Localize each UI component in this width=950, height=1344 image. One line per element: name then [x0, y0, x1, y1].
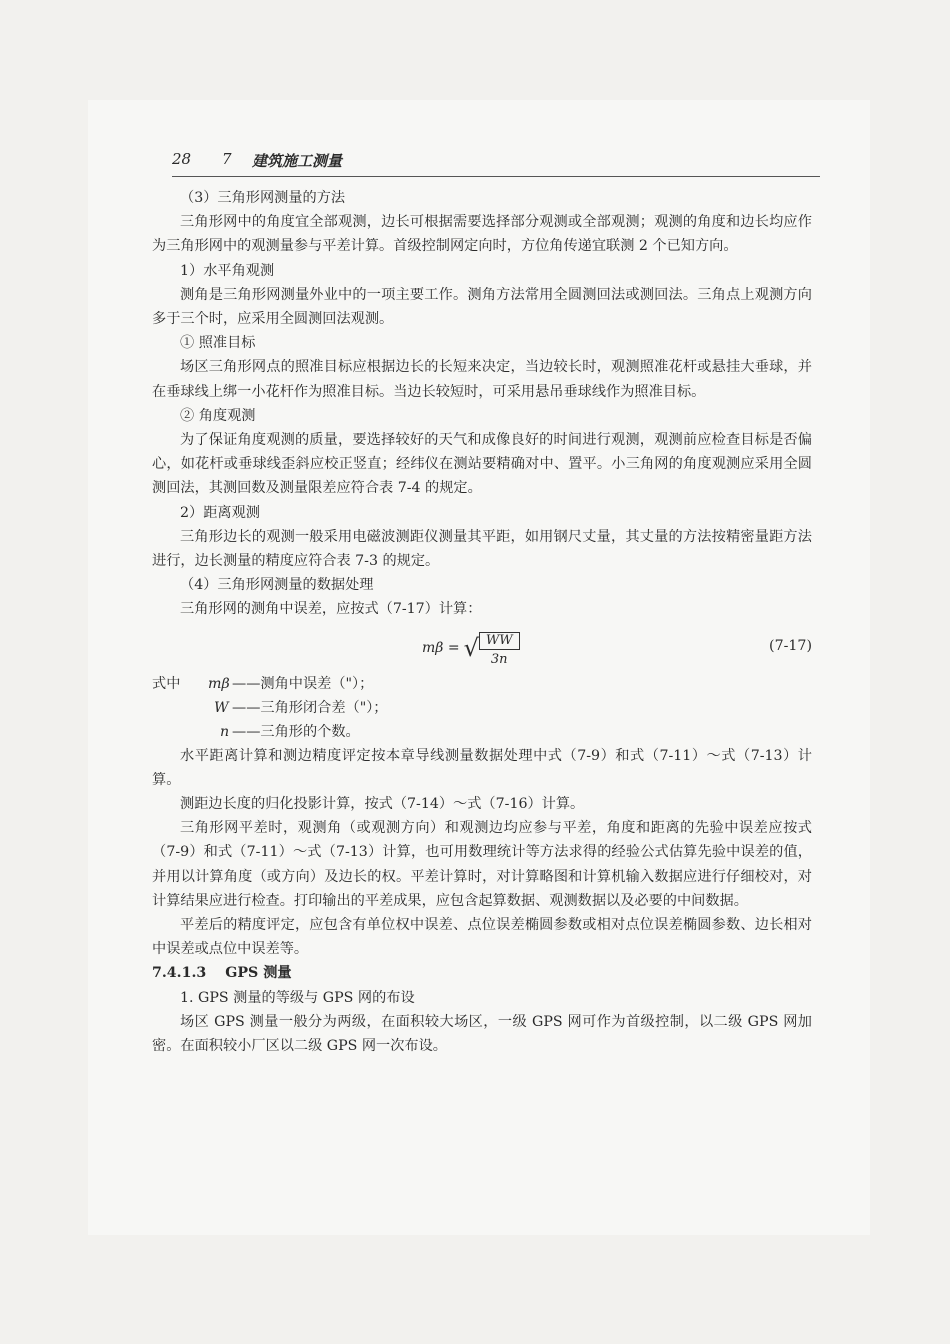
symbol: n: [220, 723, 230, 740]
running-header: [172, 146, 820, 177]
where-line-2: [152, 696, 812, 720]
section-heading: （3）三角形网测量的方法: [180, 190, 346, 206]
subheading: 2）距离观测: [180, 504, 260, 521]
section-heading: （4）三角形网测量的数据处理: [180, 577, 374, 594]
paragraph: 三角形网中的角度宜全部观测，边长可根据需要选择部分观测或全部观测；观测的角度和边长均应作为三角形网中的观测量参与平差计算。首级控制网定向时，方位角传递宜联测 2 个已知方向。: [152, 214, 812, 255]
symbol-description: ——三角形的个数。: [232, 723, 360, 740]
symbol-description: ——三角形闭合差（"）；: [232, 699, 388, 716]
symbol-description: ——测角中误差（"）；: [232, 675, 374, 692]
subsection-number: 7.4.1.3: [152, 965, 207, 982]
formula-lhs: mβ =: [422, 639, 460, 656]
formula-7-17: [152, 624, 812, 670]
paragraph: 测角是三角形网测量外业中的一项主要工作。测角方法常用全圆测回法或测回法。三角点上观测方向多于三个时，应采用全圆测回法观测。: [152, 286, 812, 328]
paragraph: 场区三角形网点的照准目标应根据边长的长短来决定，当边较长时，观测照准花杆或悬挂大垂球，并在垂球线上绑一小花杆作为照准目标。当边长较短时，可采用悬吊垂球线作为照准目标。: [152, 359, 812, 400]
subsection-heading: [152, 961, 812, 985]
where-line-3: [152, 720, 812, 744]
equation-number: (7-17): [769, 637, 812, 654]
subheading: ① 照准目标: [180, 335, 256, 352]
formula-fraction: [479, 632, 520, 668]
where-line-1: [152, 672, 812, 696]
paragraph: 场区 GPS 测量一般分为两级，在面积较大场区，一级 GPS 网可作为首级控制，以二级 GPS 网加密。在面积较小厂区以二级 GPS 网一次布设。: [152, 1013, 812, 1055]
page-content: [152, 186, 812, 1058]
page-number: 28: [172, 150, 192, 168]
sqrt-symbol: √: [463, 633, 479, 662]
paragraph: 为了保证角度观测的质量，要选择较好的天气和成像良好的时间进行观测，观测前应检查目标是否偏心，如花杆或垂球线歪斜应校正竖直；经纬仪在测站要精确对中、置平。小三角网的角度观测应采用全圆测回法，其测回数及测量限差应符合表 7-4 的规定。: [152, 432, 812, 497]
paragraph: 三角形边长的观测一般采用电磁波测距仪测量其平距，如用钢尺丈量，其丈量的方法按精密量距方法进行，边长测量的精度应符合表 7-3 的规定。: [152, 528, 812, 570]
symbol: W: [214, 699, 229, 716]
chapter-number: 7: [222, 150, 232, 168]
subheading: 1）水平角观测: [180, 262, 275, 279]
subheading: 1. GPS 测量的等级与 GPS 网的布设: [180, 989, 415, 1006]
chapter-title: 建筑施工测量: [252, 152, 343, 170]
paragraph: 水平距离计算和测边精度评定按本章导线测量数据处理中式（7-9）和式（7-11）～式（7-13）计算。: [152, 747, 812, 788]
paragraph: 三角形网的测角中误差，应按式（7-17）计算：: [180, 601, 482, 618]
subsection-title: GPS 测量: [225, 965, 292, 982]
formula-denominator: 3n: [490, 651, 508, 667]
formula-numerator: WW: [479, 633, 520, 650]
paragraph: 测距边长度的归化投影计算，按式（7-14）～式（7-16）计算。: [180, 796, 585, 813]
where-label: 式中: [152, 675, 181, 692]
paragraph: 三角形网平差时，观测角（或观测方向）和观测边均应参与平差，角度和距离的先验中误差应按式（7-9）和式（7-11）～式（7-13）计算，也可用数理统计等方法求得的经验公式估算先验中误差的值，并用以计算角度（或方向）及边长的权。平差计算时，对计算略图和计算机输入数据应进行仔细校对，对计算结果应进行检查。打印输出的平差成果，应包含起算数据、观测数据以及必要的中间数据。: [152, 820, 812, 909]
paragraph: 平差后的精度评定，应包含有单位权中误差、点位误差椭圆参数或相对点位误差椭圆参数、边长相对中误差或点位中误差等。: [152, 917, 812, 958]
symbol: mβ: [208, 675, 230, 692]
subheading: ② 角度观测: [180, 407, 256, 424]
